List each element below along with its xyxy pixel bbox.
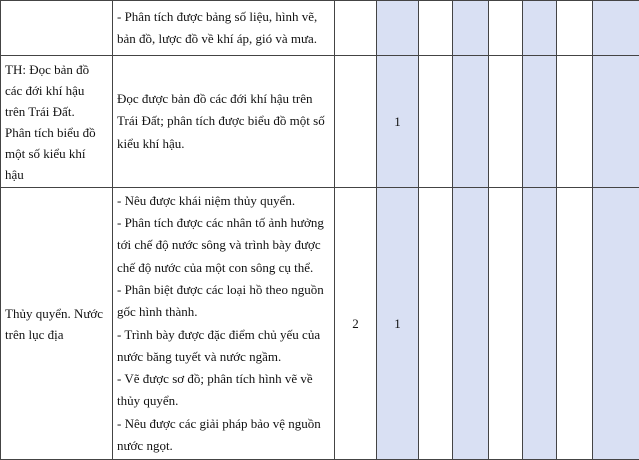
topic-line: TH: Đọc bản đồ <box>5 61 90 77</box>
count-cell <box>523 56 557 188</box>
requirement-line: - Vẽ được sơ đồ; phân tích hình vẽ về <box>117 371 313 387</box>
requirement-line: - Nêu được khái niệm thủy quyển. <box>117 192 296 208</box>
requirement-line: - Phân tích được các nhân tố ảnh hưởng <box>117 215 324 231</box>
topic-line: Phân tích biểu đồ <box>5 124 96 140</box>
requirements-cell <box>113 1 335 56</box>
count-cell <box>593 188 639 460</box>
count-cell <box>453 1 489 56</box>
topic-line: một số kiểu khí <box>5 145 86 161</box>
topic-line: các đới khí hậu <box>5 82 85 98</box>
count-cell <box>377 1 419 56</box>
requirement-line: - Trình bày được đặc điểm chủ yếu của <box>117 326 321 342</box>
requirements-cell <box>113 56 335 188</box>
count-cell <box>523 1 557 56</box>
count-cell <box>453 188 489 460</box>
count-cell <box>593 1 639 56</box>
topic-line: trên lục địa <box>5 326 64 342</box>
topic-cell <box>1 188 113 460</box>
count-cell <box>523 188 557 460</box>
count-cell <box>335 56 377 188</box>
requirement-line: Trái Đất; phân tích được biểu đồ một số <box>117 113 325 129</box>
requirements-cell <box>113 188 335 460</box>
topic-line: hậu <box>5 166 24 182</box>
requirement-line: kiểu khí hậu. <box>117 135 185 151</box>
topic-line: trên Trái Đất. <box>5 103 75 119</box>
requirement-line: - Phân biệt được các loại hồ theo nguồn <box>117 281 324 297</box>
requirement-line: Đọc được bản đồ các đới khí hậu trên <box>117 91 313 107</box>
requirement-line: chế độ nước của một con sông cụ thể. <box>117 259 314 275</box>
count-cell <box>419 1 453 56</box>
requirement-line: - Nêu được các giải pháp bảo vệ nguồn <box>117 415 321 431</box>
count-cell <box>489 1 523 56</box>
requirement-line: nước ngọt. <box>117 437 173 453</box>
table-row <box>1 56 639 188</box>
table-row <box>1 1 639 56</box>
count-cell <box>557 1 593 56</box>
topic-cell <box>1 1 113 56</box>
count-cell <box>489 56 523 188</box>
count-cell <box>453 56 489 188</box>
count-cell <box>557 188 593 460</box>
count-cell <box>335 1 377 56</box>
count-cell <box>489 188 523 460</box>
count-cell: 1 <box>377 56 419 188</box>
count-cell <box>557 56 593 188</box>
requirement-line: gốc hình thành. <box>117 304 198 320</box>
count-cell: 1 <box>377 188 419 460</box>
topic-line: Thủy quyển. Nước <box>5 305 104 321</box>
requirement-line: bản đồ, lược đồ về khí áp, gió và mưa. <box>117 31 318 46</box>
requirement-line: thủy quyển. <box>117 393 179 409</box>
requirement-line: nước băng tuyết và nước ngầm. <box>117 348 282 364</box>
requirement-line: tới chế độ nước sông và trình bày được <box>117 237 321 253</box>
table-row <box>1 188 639 460</box>
count-cell <box>593 56 639 188</box>
count-cell <box>419 56 453 188</box>
count-cell: 2 <box>335 188 377 460</box>
requirement-line: - Phân tích được bảng số liệu, hình vẽ, <box>117 8 318 24</box>
count-cell <box>419 188 453 460</box>
topic-cell <box>1 56 113 188</box>
